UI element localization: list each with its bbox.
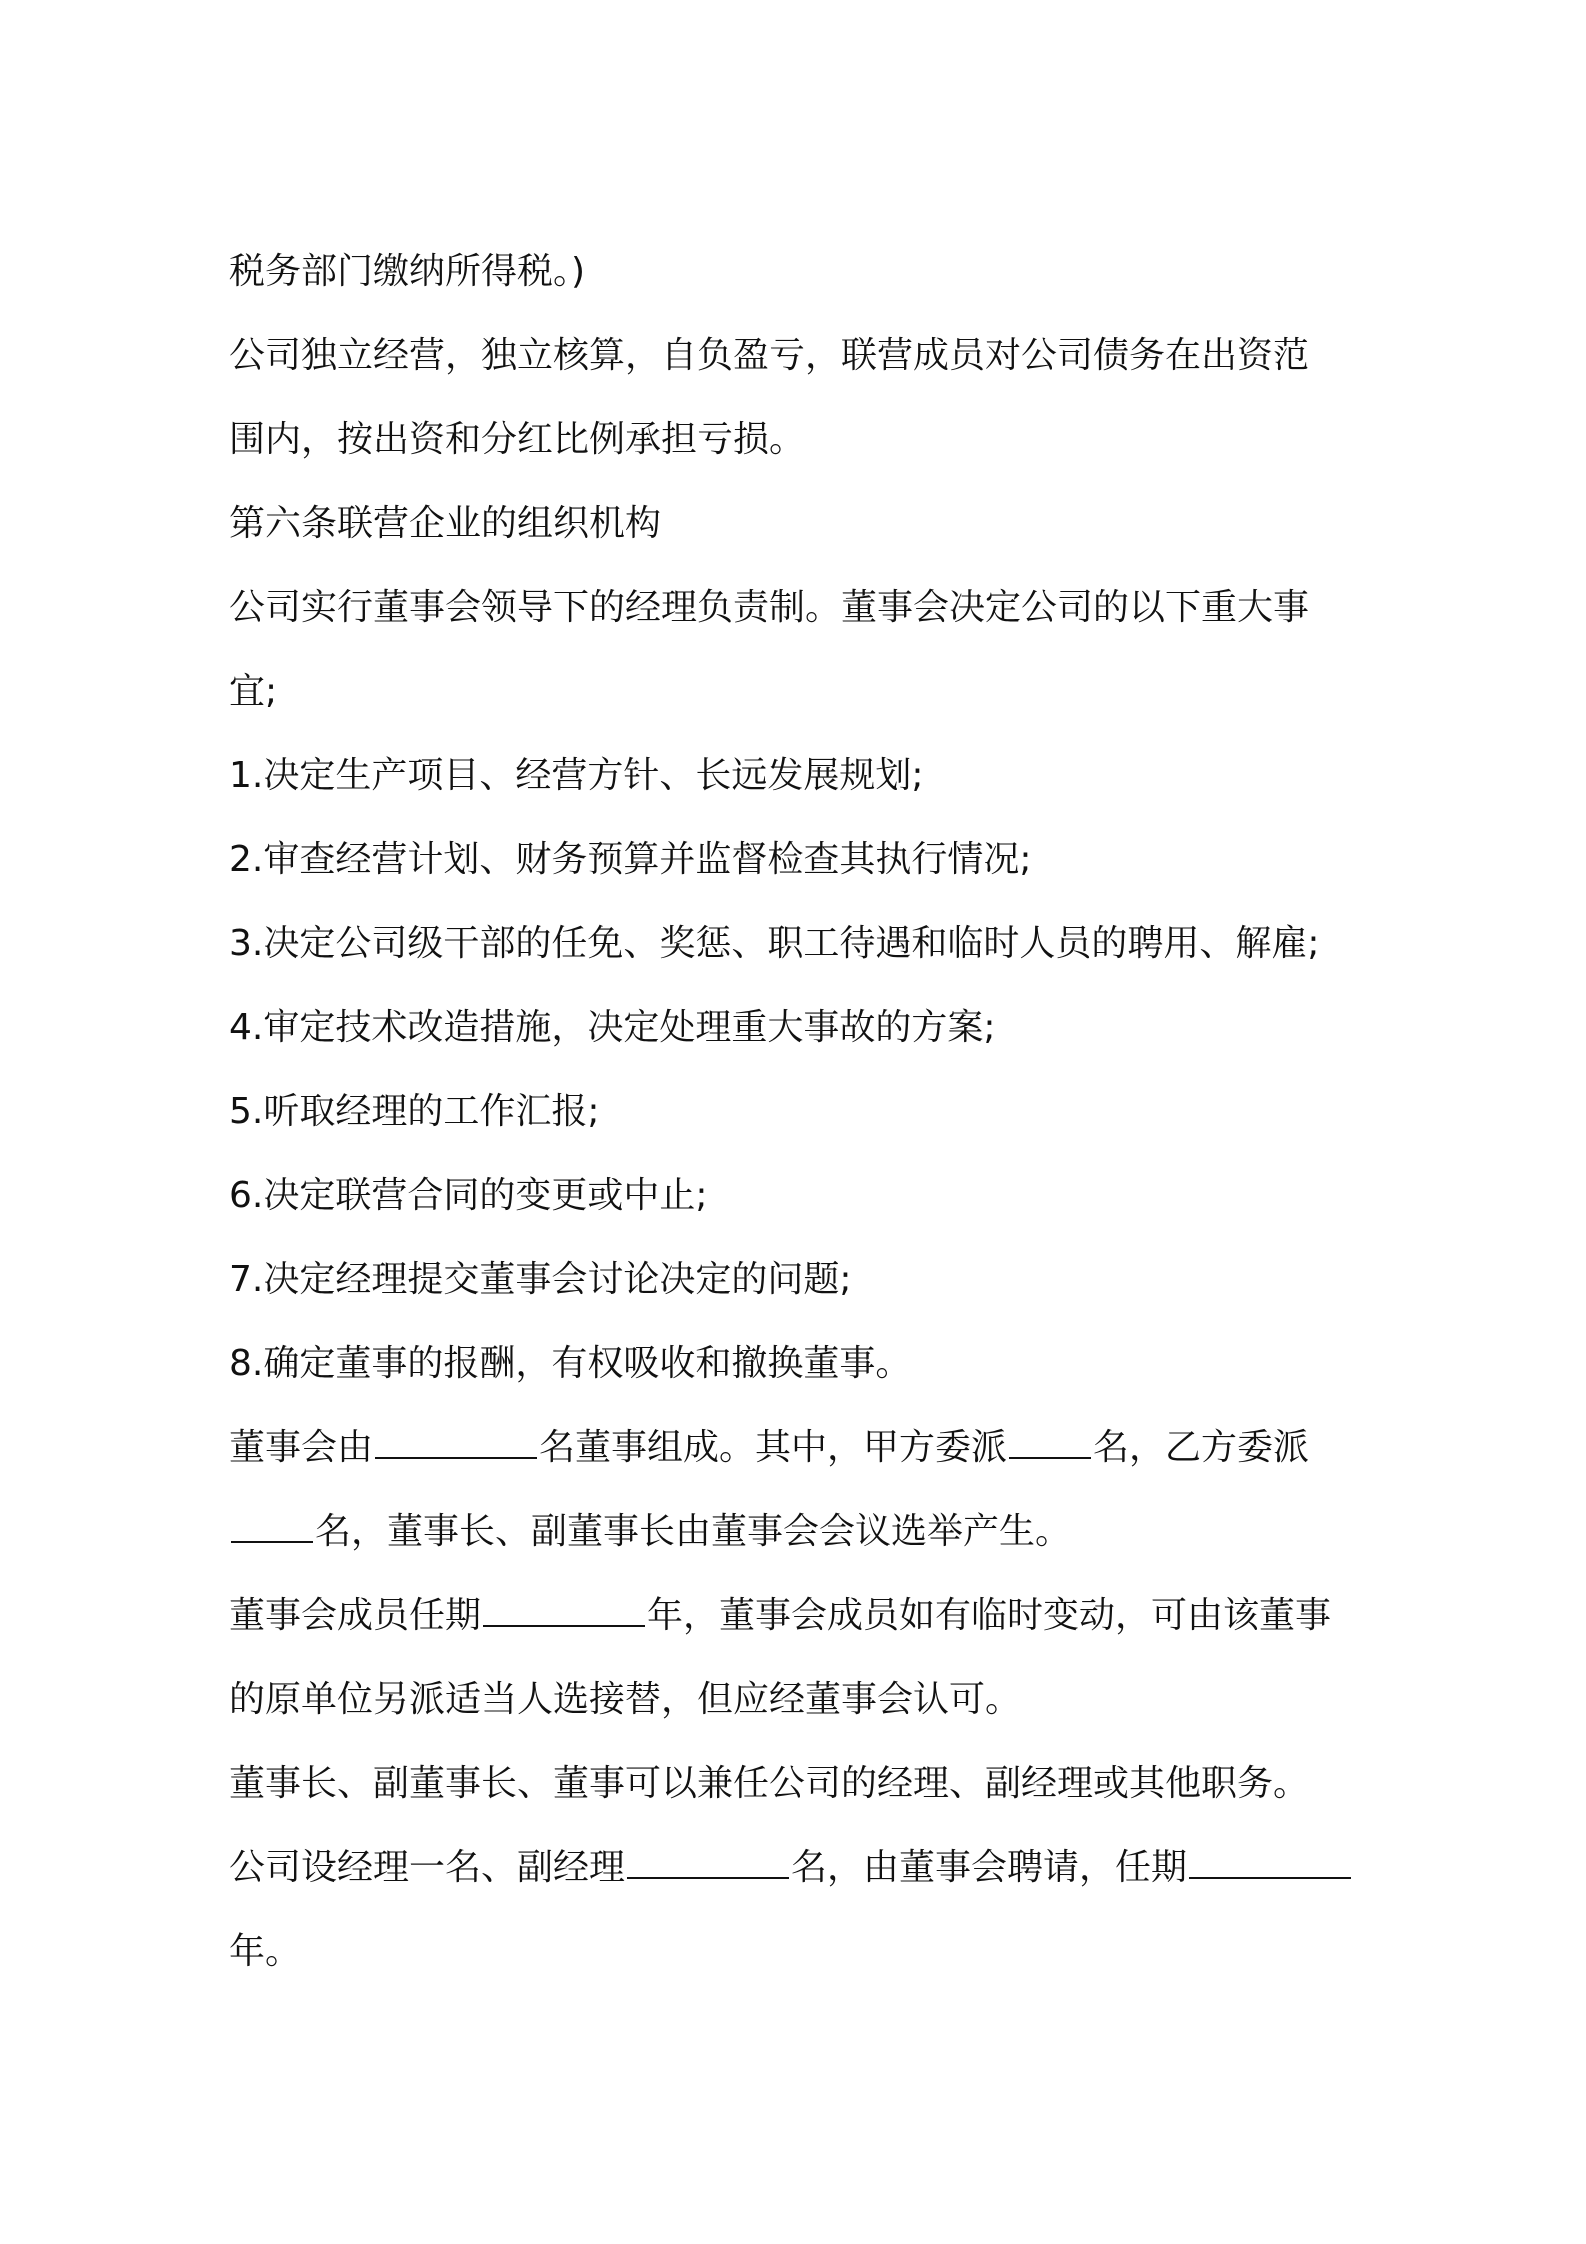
text-line: 公司独立经营，独立核算，自负盈亏，联营成员对公司债务在出资范 bbox=[229, 335, 1310, 376]
text-line: 围内，按出资和分红比例承担亏损。 bbox=[229, 419, 806, 460]
board-term-line: 董事会成员任期 年，董事会成员如有临时变动，可由该董事 bbox=[229, 1595, 1332, 1636]
list-item: 5.听取经理的工作汇报; bbox=[229, 1091, 600, 1132]
document-body bbox=[229, 230, 1369, 1994]
manager-line: 公司设经理一名、副经理 名，由董事会聘请，任期 bbox=[229, 1826, 1369, 1910]
board-composition-line: 名，董事长、副董事长由董事会会议选举产生。 bbox=[229, 1490, 1369, 1574]
text-line: 宜; bbox=[229, 671, 278, 712]
list-item: 7.决定经理提交董事会讨论决定的问题; bbox=[229, 1259, 852, 1300]
blank-field bbox=[1009, 1427, 1091, 1459]
list-item: 2.审查经营计划、财务预算并监督检查其执行情况; bbox=[229, 839, 1032, 880]
text-line: 税务部门缴纳所得税。) bbox=[229, 251, 586, 292]
list-item: 4.审定技术改造措施，决定处理重大事故的方案; bbox=[229, 1007, 996, 1048]
blank-field bbox=[231, 1511, 313, 1543]
section-heading: 第六条联营企业的组织机构 bbox=[229, 503, 662, 544]
list-item: 6.决定联营合同的变更或中止; bbox=[229, 1175, 708, 1216]
list-item: 3.决定公司级干部的任免、奖惩、职工待遇和临时人员的聘用、解雇; bbox=[229, 923, 1320, 964]
blank-field bbox=[375, 1427, 537, 1459]
blank-field bbox=[483, 1595, 645, 1627]
text-line: 董事长、副董事长、董事可以兼任公司的经理、副经理或其他职务。 bbox=[229, 1763, 1310, 1804]
board-term-line: 的原单位另派适当人选接替，但应经董事会认可。 bbox=[229, 1679, 1022, 1720]
manager-line: 年。 bbox=[229, 1931, 302, 1972]
blank-field bbox=[1189, 1847, 1351, 1879]
board-composition-line: 董事会由 名董事组成。其中，甲方委派 名，乙方委派 bbox=[229, 1427, 1310, 1468]
list-item: 8.确定董事的报酬，有权吸收和撤换董事。 bbox=[229, 1343, 912, 1384]
blank-field bbox=[627, 1847, 789, 1879]
text-line: 公司实行董事会领导下的经理负责制。董事会决定公司的以下重大事 bbox=[229, 587, 1310, 628]
list-item: 1.决定生产项目、经营方针、长远发展规划; bbox=[229, 755, 924, 796]
